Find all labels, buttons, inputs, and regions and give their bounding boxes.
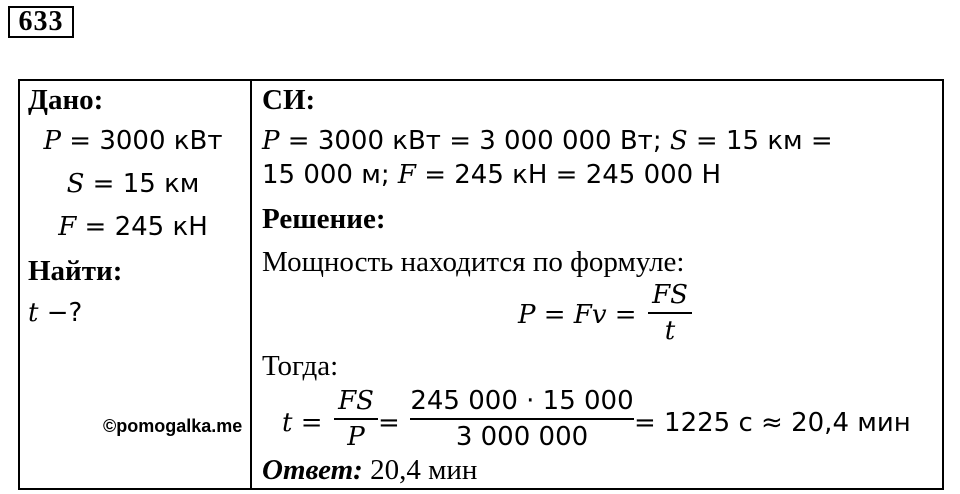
find-heading: Найти: <box>28 255 123 287</box>
si-var-f: F <box>397 160 416 190</box>
given-distance <box>8 169 258 199</box>
solution-text-2: Тогда: <box>262 350 339 382</box>
find-unknown-mark: −? <box>38 298 83 328</box>
calc-result: = 1225 с ≈ 20,4 мин <box>634 408 911 438</box>
given-distance-value: = 15 км <box>84 169 200 199</box>
problem-number: 633 <box>8 6 74 38</box>
si-var-s: S <box>669 126 688 156</box>
var-f: F <box>58 212 77 242</box>
calc-fraction-2-denominator: 3 000 000 <box>455 422 589 452</box>
si-line-1-text: = 3000 кВт = 3 000 000 Вт; <box>279 126 670 156</box>
given-force <box>8 212 258 242</box>
calc-fraction-1-numerator: FS <box>338 386 374 416</box>
given-power <box>8 126 258 156</box>
var-s: S <box>66 169 85 199</box>
calc-equals: = <box>378 408 400 438</box>
power-formula-lhs <box>518 300 637 330</box>
fraction-bar <box>410 418 634 420</box>
si-line-2-end: = 245 кН = 245 000 Н <box>415 160 722 190</box>
given-power-value: = 3000 кВт <box>61 126 223 156</box>
power-formula-numerator: FS <box>652 280 688 310</box>
calc-lhs-text: t = <box>282 408 323 438</box>
calc-fraction-2-numerator: 245 000 · 15 000 <box>410 386 634 416</box>
calc-fraction-1-denominator: P <box>347 422 365 452</box>
find-unknown <box>28 298 82 328</box>
si-line-2-text: 15 000 м; <box>262 160 398 190</box>
si-line-1 <box>262 126 833 156</box>
power-formula-fraction <box>648 280 692 346</box>
answer <box>262 454 477 487</box>
watermark: ©pomogalka.me <box>103 416 243 436</box>
solution-heading: Решение: <box>262 203 386 235</box>
fraction-bar <box>648 312 692 314</box>
given-force-value: = 245 кН <box>76 212 208 242</box>
solution-text-1: Мощность находится по формуле: <box>262 246 685 278</box>
calc-fraction-2 <box>410 386 634 452</box>
var-p: P <box>43 126 62 156</box>
si-heading: СИ: <box>262 84 316 116</box>
calc-fraction-1 <box>334 386 378 452</box>
power-formula-lhs-text: P = Fv = <box>518 300 637 330</box>
power-formula-denominator: t <box>664 316 676 346</box>
answer-label: Ответ: <box>262 454 363 486</box>
var-t: t <box>28 298 39 328</box>
answer-value: 20,4 мин <box>362 454 478 486</box>
given-heading: Дано: <box>28 84 104 116</box>
si-var-p: P <box>262 126 280 156</box>
si-line-1-end: = 15 км = <box>687 126 833 156</box>
calc-lhs <box>282 408 323 438</box>
si-line-2 <box>262 160 721 190</box>
fraction-bar <box>334 418 378 420</box>
